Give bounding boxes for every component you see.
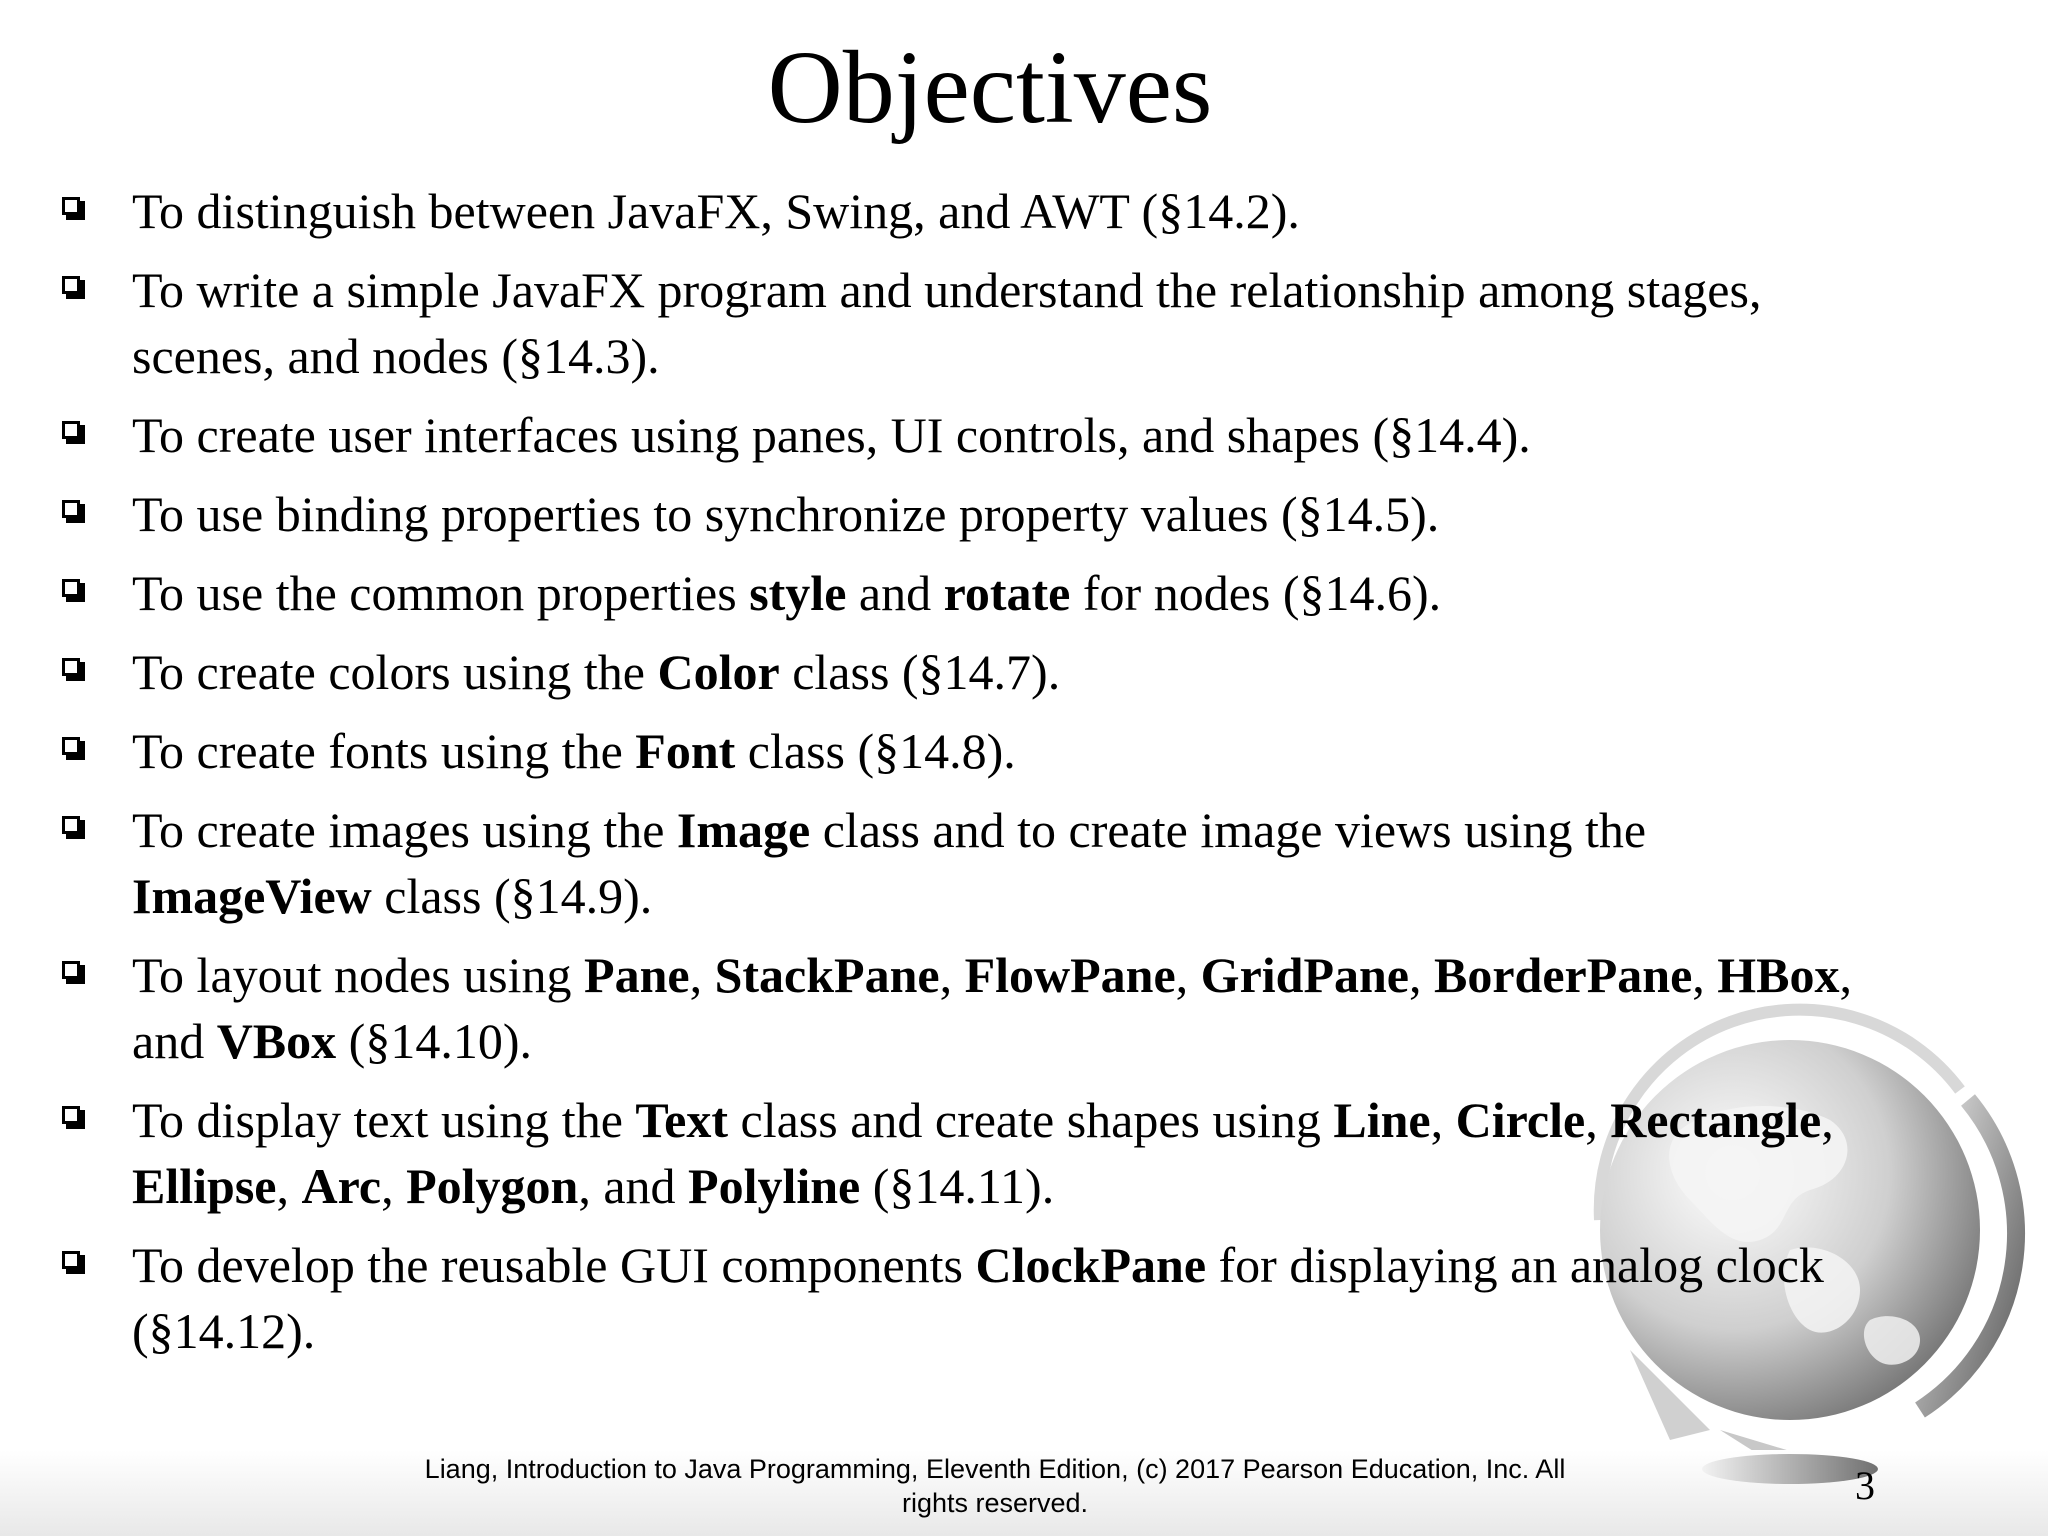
objective-text-run: (§14.12). (132, 1303, 316, 1359)
checkbox-bullet-icon (62, 816, 88, 842)
objective-keyword: Polygon (406, 1158, 579, 1214)
objective-keyword: Line (1333, 1092, 1431, 1148)
objective-text (132, 262, 1761, 384)
objective-text-run: To create images using the (132, 802, 677, 858)
objective-keyword: Pane (584, 947, 690, 1003)
objective-keyword: Font (635, 723, 736, 779)
objective-item (52, 797, 2012, 929)
objective-item (52, 481, 2012, 547)
objective-text (132, 644, 1060, 700)
objective-text-run: for displaying an analog clock (1206, 1237, 1824, 1293)
objective-text-run: class and to create image views using the (810, 802, 1647, 858)
checkbox-bullet-icon (62, 737, 88, 763)
objective-item (52, 257, 2012, 389)
objective-text (132, 183, 1300, 239)
objective-item (52, 178, 2012, 244)
objective-text-run: , (1821, 1092, 1834, 1148)
checkbox-bullet-icon (62, 197, 88, 223)
objective-text-run: To write a simple JavaFX program and understand the relationship among stages, (132, 262, 1762, 318)
objective-text-run: , (1692, 947, 1718, 1003)
objective-text (132, 486, 1439, 542)
objective-keyword: Arc (301, 1158, 382, 1214)
footer-credit-line-1: Liang, Introduction to Java Programming, Eleventh Edition, (c) 2017 Pearson Education, Inc. All (424, 1454, 1566, 1484)
objective-text-run: , (1409, 947, 1434, 1003)
checkbox-bullet-icon (62, 276, 88, 302)
objective-text (132, 565, 1441, 621)
objective-text (132, 802, 1646, 924)
objective-text-run: , (1175, 947, 1201, 1003)
objective-text-run: (§14.10). (336, 1013, 532, 1069)
objective-text-run: class (§14.9). (371, 868, 653, 924)
objective-text-run: (§14.11). (860, 1158, 1055, 1214)
objective-keyword: GridPane (1200, 947, 1409, 1003)
objective-text-run: To develop the reusable GUI components (132, 1237, 976, 1293)
objective-keyword: VBox (216, 1013, 337, 1069)
objective-text-run: To use the common properties (132, 565, 750, 621)
objective-text (132, 723, 1016, 779)
objective-text-run: To create fonts using the (132, 723, 636, 779)
objective-text-run: To create user interfaces using panes, UI controls, and shapes (§14.4). (132, 407, 1531, 463)
checkbox-bullet-icon (62, 500, 88, 526)
objective-keyword: Circle (1455, 1092, 1586, 1148)
objective-text-run: To display text using the (132, 1092, 636, 1148)
objective-text-run: scenes, and nodes (§14.3). (132, 328, 660, 384)
objective-text-run: , (276, 1158, 302, 1214)
objective-text-run: , (689, 947, 715, 1003)
objective-item (52, 560, 2012, 626)
objective-text-run: To layout nodes using (132, 947, 585, 1003)
objective-keyword: BorderPane (1434, 947, 1693, 1003)
objective-text-run: and (846, 565, 944, 621)
objective-item (52, 1087, 2012, 1219)
objective-text (132, 947, 1852, 1069)
objective-text-run: , (939, 947, 965, 1003)
checkbox-bullet-icon (62, 421, 88, 447)
objective-item (52, 718, 2012, 784)
objective-text-run: and (132, 1013, 217, 1069)
checkbox-bullet-icon (62, 961, 88, 987)
footer-credit-line-2: rights reserved. (901, 1488, 1089, 1518)
objective-keyword: rotate (943, 565, 1071, 621)
objective-text-run: , (1839, 947, 1853, 1003)
objective-text-run: for nodes (§14.6). (1070, 565, 1442, 621)
objective-text-run: class and create shapes using (728, 1092, 1334, 1148)
objective-text-run: To use binding properties to synchronize property values (§14.5). (132, 486, 1440, 542)
footer-credit (360, 1452, 1630, 1520)
page-number: 3 (1855, 1463, 1875, 1508)
objective-keyword: HBox (1717, 947, 1840, 1003)
objective-keyword: Polyline (688, 1158, 861, 1214)
objectives-list (52, 178, 2012, 1377)
objective-item (52, 942, 2012, 1074)
objective-text (132, 407, 1531, 463)
objective-keyword: Color (657, 644, 780, 700)
objective-keyword: FlowPane (964, 947, 1176, 1003)
objective-keyword: style (749, 565, 847, 621)
objective-text-run: class (§14.8). (735, 723, 1016, 779)
objective-text (132, 1237, 1824, 1359)
slide-title: Objectives (767, 30, 1213, 145)
objective-keyword: ImageView (132, 868, 372, 924)
objective-item (52, 402, 2012, 468)
objective-keyword: StackPane (714, 947, 940, 1003)
objective-keyword: ClockPane (975, 1237, 1207, 1293)
objective-item (52, 1232, 2012, 1364)
checkbox-bullet-icon (62, 1106, 88, 1132)
objective-keyword: Ellipse (132, 1158, 277, 1214)
objective-keyword: Text (635, 1092, 729, 1148)
objective-keyword: Image (676, 802, 811, 858)
objective-text-run: To distinguish between JavaFX, Swing, and AWT (§14.2). (132, 183, 1300, 239)
objective-keyword: Rectangle (1610, 1092, 1822, 1148)
objective-text (132, 1092, 1834, 1214)
checkbox-bullet-icon (62, 658, 88, 684)
objective-text-run: , and (578, 1158, 689, 1214)
checkbox-bullet-icon (62, 1251, 88, 1277)
objective-item (52, 639, 2012, 705)
objective-text-run: , (1430, 1092, 1456, 1148)
checkbox-bullet-icon (62, 579, 88, 605)
objective-text-run: , (381, 1158, 407, 1214)
objective-text-run: , (1585, 1092, 1611, 1148)
objective-text-run: class (§14.7). (779, 644, 1061, 700)
objective-text-run: To create colors using the (132, 644, 658, 700)
